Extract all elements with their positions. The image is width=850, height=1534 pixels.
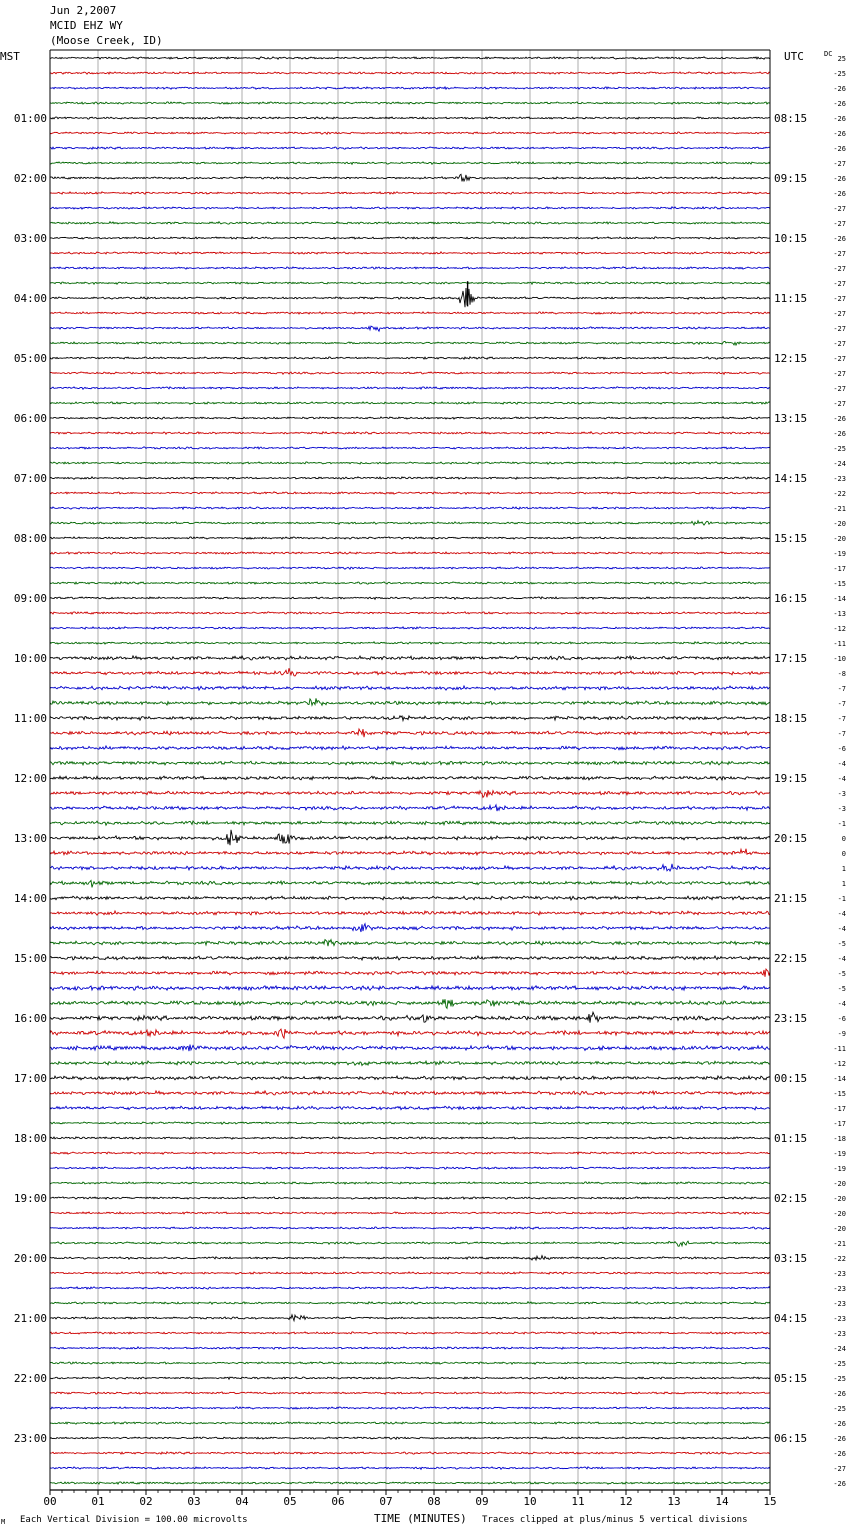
dc-offset-value: -9 xyxy=(837,1030,846,1038)
seismic-trace xyxy=(50,417,770,419)
dc-offset-value: -11 xyxy=(833,1045,846,1053)
seismic-trace xyxy=(50,805,770,811)
right-hour-label: 10:15 xyxy=(774,232,808,245)
axis-labels xyxy=(14,55,846,1508)
left-hour-label: 04:00 xyxy=(13,292,47,305)
left-hour-label: 10:00 xyxy=(13,652,47,665)
seismic-trace xyxy=(50,746,770,750)
clip-caption: Traces clipped at plus/minus 5 vertical divisions xyxy=(482,1515,748,1525)
right-hour-label: 15:15 xyxy=(774,532,808,545)
dc-offset-value: -27 xyxy=(833,385,846,393)
dc-offset-value: -17 xyxy=(833,1120,846,1128)
dc-offset-value: -14 xyxy=(833,595,846,603)
seismic-trace xyxy=(50,222,770,224)
seismic-trace xyxy=(50,72,770,74)
seismic-trace xyxy=(50,821,770,825)
right-hour-label: 19:15 xyxy=(774,772,808,785)
dc-offset-value: -4 xyxy=(837,1000,846,1008)
dc-offset-value: -21 xyxy=(833,505,846,513)
dc-offset-value: -22 xyxy=(833,1255,846,1263)
right-hour-label: 11:15 xyxy=(774,292,808,305)
right-hour-label: 22:15 xyxy=(774,952,808,965)
seismic-trace xyxy=(50,1347,770,1350)
x-tick-label: 07 xyxy=(379,1495,393,1508)
seismic-trace xyxy=(50,1302,770,1305)
dc-offset-value: -26 xyxy=(833,115,846,123)
dc-offset-value: -27 xyxy=(833,250,846,258)
seismic-trace xyxy=(50,698,770,705)
left-hour-label: 22:00 xyxy=(13,1372,47,1385)
seismic-trace xyxy=(50,192,770,194)
dc-offset-value: 0 xyxy=(841,835,846,843)
right-hour-label: 00:15 xyxy=(774,1072,808,1085)
dc-offset-value: -6 xyxy=(837,745,846,753)
right-hour-label: 14:15 xyxy=(774,472,808,485)
seismic-trace xyxy=(50,1452,770,1454)
seismic-trace xyxy=(50,252,770,255)
seismic-trace xyxy=(50,1227,770,1229)
dc-offset-value: -8 xyxy=(837,670,846,678)
dc-offset-value: -4 xyxy=(837,925,846,933)
seismic-trace xyxy=(50,1437,770,1439)
seismic-trace xyxy=(50,864,770,871)
seismic-trace xyxy=(50,1152,770,1154)
seismic-trace xyxy=(50,432,770,435)
dc-offset-value: -25 xyxy=(833,445,846,453)
seismic-trace xyxy=(50,477,770,480)
seismic-trace xyxy=(50,582,770,584)
dc-offset-value: -3 xyxy=(837,790,846,798)
left-hour-label: 02:00 xyxy=(13,172,47,185)
seismic-trace xyxy=(50,1029,770,1038)
seismic-trace xyxy=(50,1197,770,1199)
dc-offset-value: -26 xyxy=(833,235,846,243)
dc-offset-value: 1 xyxy=(841,880,846,888)
dc-offset-value: -26 xyxy=(833,175,846,183)
left-hour-label: 18:00 xyxy=(13,1132,47,1145)
left-hour-label: 15:00 xyxy=(13,952,47,965)
dc-offset-value: 1 xyxy=(841,865,846,873)
seismic-trace xyxy=(50,162,770,165)
seismic-trace xyxy=(50,1315,770,1321)
x-tick-label: 15 xyxy=(763,1495,777,1508)
seismic-trace xyxy=(50,1076,770,1080)
right-hour-label: 13:15 xyxy=(774,412,808,425)
seismic-trace xyxy=(50,1256,770,1260)
x-axis-title: TIME (MINUTES) xyxy=(374,1512,467,1525)
seismic-trace xyxy=(50,207,770,209)
header-station: MCID EHZ WY xyxy=(50,19,123,32)
x-tick-label: 01 xyxy=(91,1495,105,1508)
dc-offset-value: -26 xyxy=(833,100,846,108)
dc-offset-value: -4 xyxy=(837,955,846,963)
dc-offset-value: -5 xyxy=(837,940,846,948)
seismic-trace xyxy=(50,117,770,119)
seismic-trace xyxy=(50,940,770,947)
seismic-trace xyxy=(50,969,770,977)
left-hour-label: 05:00 xyxy=(13,352,47,365)
seismic-trace xyxy=(50,57,770,60)
seismic-trace xyxy=(50,1137,770,1140)
dc-offset-value: -10 xyxy=(833,655,846,663)
x-tick-label: 10 xyxy=(523,1495,537,1508)
dc-offset-value: -15 xyxy=(833,1090,846,1098)
dc-offset-value: -27 xyxy=(833,205,846,213)
header-date: Jun 2,2007 xyxy=(50,4,117,17)
dc-offset-value: -27 xyxy=(833,295,846,303)
right-hour-label: 03:15 xyxy=(774,1252,808,1265)
left-hour-label: 23:00 xyxy=(13,1432,47,1445)
dc-offset-value: -23 xyxy=(833,475,846,483)
left-hour-label: 12:00 xyxy=(13,772,47,785)
seismic-trace xyxy=(50,999,770,1008)
left-hour-label: 06:00 xyxy=(13,412,47,425)
seismic-trace xyxy=(50,521,770,525)
seismic-trace xyxy=(50,1106,770,1110)
right-hour-label: 16:15 xyxy=(774,592,808,605)
dc-offset-value: -18 xyxy=(833,1135,846,1143)
dc-offset-value: -19 xyxy=(833,1150,846,1158)
seismic-trace xyxy=(50,552,770,554)
dc-offset-value: -26 xyxy=(833,130,846,138)
seismic-trace xyxy=(50,1045,770,1052)
seismic-trace xyxy=(50,387,770,390)
seismic-trace xyxy=(50,312,770,314)
dc-offset-value: -26 xyxy=(833,1390,846,1398)
dc-offset-value: -24 xyxy=(833,1345,846,1353)
dc-offset-value: 25 xyxy=(837,55,846,63)
seismic-trace xyxy=(50,1422,770,1424)
seismic-trace xyxy=(50,716,770,721)
dc-offset-value: -14 xyxy=(833,1075,846,1083)
seismic-trace xyxy=(50,1012,770,1023)
seismic-trace xyxy=(50,597,770,600)
dc-offset-value: -20 xyxy=(833,1225,846,1233)
grid-lines xyxy=(98,50,722,1490)
seismic-trace xyxy=(50,924,770,932)
x-tick-label: 00 xyxy=(43,1495,57,1508)
dc-offset-value: -23 xyxy=(833,1300,846,1308)
seismic-trace xyxy=(50,537,770,539)
right-hour-label: 06:15 xyxy=(774,1432,808,1445)
seismic-trace xyxy=(50,642,770,644)
seismic-trace xyxy=(50,462,770,464)
seismic-trace xyxy=(50,656,770,660)
seismic-trace xyxy=(50,147,770,149)
left-hour-label: 01:00 xyxy=(13,112,47,125)
seismic-trace xyxy=(50,956,770,960)
right-hour-label: 08:15 xyxy=(774,112,808,125)
left-hour-label: 17:00 xyxy=(13,1072,47,1085)
dc-offset-value: -25 xyxy=(833,1360,846,1368)
seismic-trace xyxy=(50,507,770,509)
scale-caption: Each Vertical Division = 100.00 microvolts xyxy=(20,1515,248,1525)
seismic-trace xyxy=(50,267,770,270)
x-tick-label: 14 xyxy=(715,1495,729,1508)
left-hour-label: 20:00 xyxy=(13,1252,47,1265)
seismic-trace xyxy=(50,492,770,495)
left-timezone-label: MST xyxy=(0,50,20,63)
dc-offset-value: -5 xyxy=(837,970,846,978)
seismic-trace xyxy=(50,341,770,345)
dc-offset-value: -23 xyxy=(833,1285,846,1293)
dc-offset-value: -4 xyxy=(837,775,846,783)
dc-offset-value: -26 xyxy=(833,190,846,198)
seismic-trace xyxy=(50,612,770,614)
dc-offset-value: -27 xyxy=(833,325,846,333)
seismic-trace xyxy=(50,87,770,89)
dc-offset-value: -15 xyxy=(833,580,846,588)
dc-offset-value: -26 xyxy=(833,1435,846,1443)
dc-offset-value: -19 xyxy=(833,1165,846,1173)
seismic-trace xyxy=(50,102,770,104)
x-tick-label: 02 xyxy=(139,1495,153,1508)
seismic-trace xyxy=(50,282,770,284)
dc-offset-value: -1 xyxy=(837,820,846,828)
dc-offset-value: -26 xyxy=(833,1420,846,1428)
seismic-trace xyxy=(50,761,770,765)
x-tick-label: 11 xyxy=(571,1495,585,1508)
dc-offset-value: -7 xyxy=(837,715,846,723)
seismic-trace xyxy=(50,849,770,855)
dc-offset-value: -26 xyxy=(833,415,846,423)
dc-offset-value: -23 xyxy=(833,1315,846,1323)
left-hour-label: 03:00 xyxy=(13,232,47,245)
seismic-trace xyxy=(50,1467,770,1470)
seismic-trace xyxy=(50,237,770,239)
dc-offset-value: 0 xyxy=(841,850,846,858)
header-location: (Moose Creek, ID) xyxy=(50,34,163,47)
dc-offset-value: -20 xyxy=(833,520,846,528)
dc-offset-value: -12 xyxy=(833,625,846,633)
seismic-trace xyxy=(50,1482,770,1484)
dc-offset-value: -4 xyxy=(837,910,846,918)
seismic-trace xyxy=(50,402,770,404)
x-tick-label: 09 xyxy=(475,1495,489,1508)
dc-offset-value: -7 xyxy=(837,685,846,693)
right-hour-label: 05:15 xyxy=(774,1372,808,1385)
seismic-traces xyxy=(50,57,770,1484)
seismic-trace xyxy=(50,1272,770,1274)
dc-offset-value: -6 xyxy=(837,1015,846,1023)
left-hour-label: 21:00 xyxy=(13,1312,47,1325)
dc-offset-value: -3 xyxy=(837,805,846,813)
corner-mark: M xyxy=(1,1518,6,1526)
seismic-trace xyxy=(50,776,770,780)
seismic-trace xyxy=(50,1407,770,1409)
dc-offset-value: -20 xyxy=(833,535,846,543)
x-tick-label: 06 xyxy=(331,1495,345,1508)
right-hour-label: 12:15 xyxy=(774,352,808,365)
dc-offset-value: -20 xyxy=(833,1180,846,1188)
seismic-trace xyxy=(50,986,770,991)
seismic-trace xyxy=(50,1167,770,1169)
seismic-trace xyxy=(50,357,770,359)
dc-offset-value: -7 xyxy=(837,700,846,708)
left-hour-label: 11:00 xyxy=(13,712,47,725)
x-tick-label: 03 xyxy=(187,1495,201,1508)
seismic-trace xyxy=(50,1122,770,1125)
dc-label: DC xyxy=(824,50,833,58)
dc-offset-value: -27 xyxy=(833,355,846,363)
left-hour-label: 14:00 xyxy=(13,892,47,905)
plot-frame xyxy=(50,50,770,1490)
right-hour-label: 21:15 xyxy=(774,892,808,905)
x-tick-label: 13 xyxy=(667,1495,681,1508)
x-tick-label: 08 xyxy=(427,1495,441,1508)
seismic-trace xyxy=(50,1377,770,1379)
right-hour-label: 02:15 xyxy=(774,1192,808,1205)
dc-offset-value: -12 xyxy=(833,1060,846,1068)
dc-offset-value: -7 xyxy=(837,730,846,738)
dc-offset-value: -23 xyxy=(833,1330,846,1338)
dc-offset-value: -27 xyxy=(833,1465,846,1473)
dc-offset-value: -4 xyxy=(837,760,846,768)
dc-offset-value: -17 xyxy=(833,1105,846,1113)
seismic-trace xyxy=(50,567,770,569)
seismic-trace xyxy=(50,288,770,307)
dc-offset-value: -25 xyxy=(833,70,846,78)
seismic-trace xyxy=(50,447,770,449)
right-hour-label: 09:15 xyxy=(774,172,808,185)
dc-offset-value: -19 xyxy=(833,550,846,558)
dc-offset-value: -11 xyxy=(833,640,846,648)
right-hour-label: 17:15 xyxy=(774,652,808,665)
dc-offset-value: -20 xyxy=(833,1195,846,1203)
left-hour-label: 08:00 xyxy=(13,532,47,545)
seismic-trace xyxy=(50,729,770,737)
seismic-trace xyxy=(50,790,770,797)
left-hour-label: 07:00 xyxy=(13,472,47,485)
dc-offset-value: -17 xyxy=(833,565,846,573)
seismic-trace xyxy=(50,1061,770,1066)
right-timezone-label: UTC xyxy=(784,50,804,63)
seismic-trace xyxy=(50,174,770,181)
x-tick-label: 12 xyxy=(619,1495,633,1508)
x-tick-label: 04 xyxy=(235,1495,249,1508)
right-hour-label: 18:15 xyxy=(774,712,808,725)
seismic-trace xyxy=(50,1362,770,1365)
seismic-trace xyxy=(50,1212,770,1214)
dc-offset-value: -27 xyxy=(833,220,846,228)
seismic-trace xyxy=(50,686,770,690)
seismic-trace xyxy=(50,1241,770,1246)
seismic-trace xyxy=(50,326,770,331)
dc-offset-value: -25 xyxy=(833,1405,846,1413)
dc-offset-value: -27 xyxy=(833,310,846,318)
seismic-trace xyxy=(50,1182,770,1184)
dc-offset-value: -25 xyxy=(833,1375,846,1383)
dc-offset-value: -21 xyxy=(833,1240,846,1248)
dc-offset-value: -20 xyxy=(833,1210,846,1218)
seismic-trace xyxy=(50,1287,770,1289)
seismic-trace xyxy=(50,881,770,888)
dc-offset-value: -22 xyxy=(833,490,846,498)
dc-offset-value: -27 xyxy=(833,370,846,378)
dc-offset-value: -26 xyxy=(833,1480,846,1488)
dc-offset-value: -27 xyxy=(833,160,846,168)
dc-offset-value: -26 xyxy=(833,85,846,93)
dc-offset-value: -24 xyxy=(833,460,846,468)
left-hour-label: 09:00 xyxy=(13,592,47,605)
dc-offset-value: -27 xyxy=(833,280,846,288)
dc-offset-value: -26 xyxy=(833,1450,846,1458)
seismic-trace xyxy=(50,627,770,629)
right-hour-label: 04:15 xyxy=(774,1312,808,1325)
right-hour-label: 01:15 xyxy=(774,1132,808,1145)
dc-offset-value: -27 xyxy=(833,340,846,348)
dc-offset-value: -23 xyxy=(833,1270,846,1278)
dc-offset-value: -5 xyxy=(837,985,846,993)
seismic-trace xyxy=(50,830,770,845)
left-hour-label: 19:00 xyxy=(13,1192,47,1205)
dc-offset-value: -26 xyxy=(833,430,846,438)
seismic-trace xyxy=(50,911,770,915)
dc-offset-value: -13 xyxy=(833,610,846,618)
seismic-trace xyxy=(50,1332,770,1334)
seismic-trace xyxy=(50,132,770,134)
dc-offset-value: -27 xyxy=(833,400,846,408)
right-hour-label: 23:15 xyxy=(774,1012,808,1025)
seismic-trace xyxy=(50,1392,770,1394)
seismic-trace xyxy=(50,668,770,676)
seismic-trace xyxy=(50,1091,770,1095)
seismic-trace xyxy=(50,372,770,374)
right-hour-label: 20:15 xyxy=(774,832,808,845)
dc-offset-value: -1 xyxy=(837,895,846,903)
seismic-trace xyxy=(50,896,770,900)
dc-offset-value: -27 xyxy=(833,265,846,273)
left-hour-label: 13:00 xyxy=(13,832,47,845)
dc-offset-value: -26 xyxy=(833,145,846,153)
left-hour-label: 16:00 xyxy=(13,1012,47,1025)
x-tick-label: 05 xyxy=(283,1495,297,1508)
